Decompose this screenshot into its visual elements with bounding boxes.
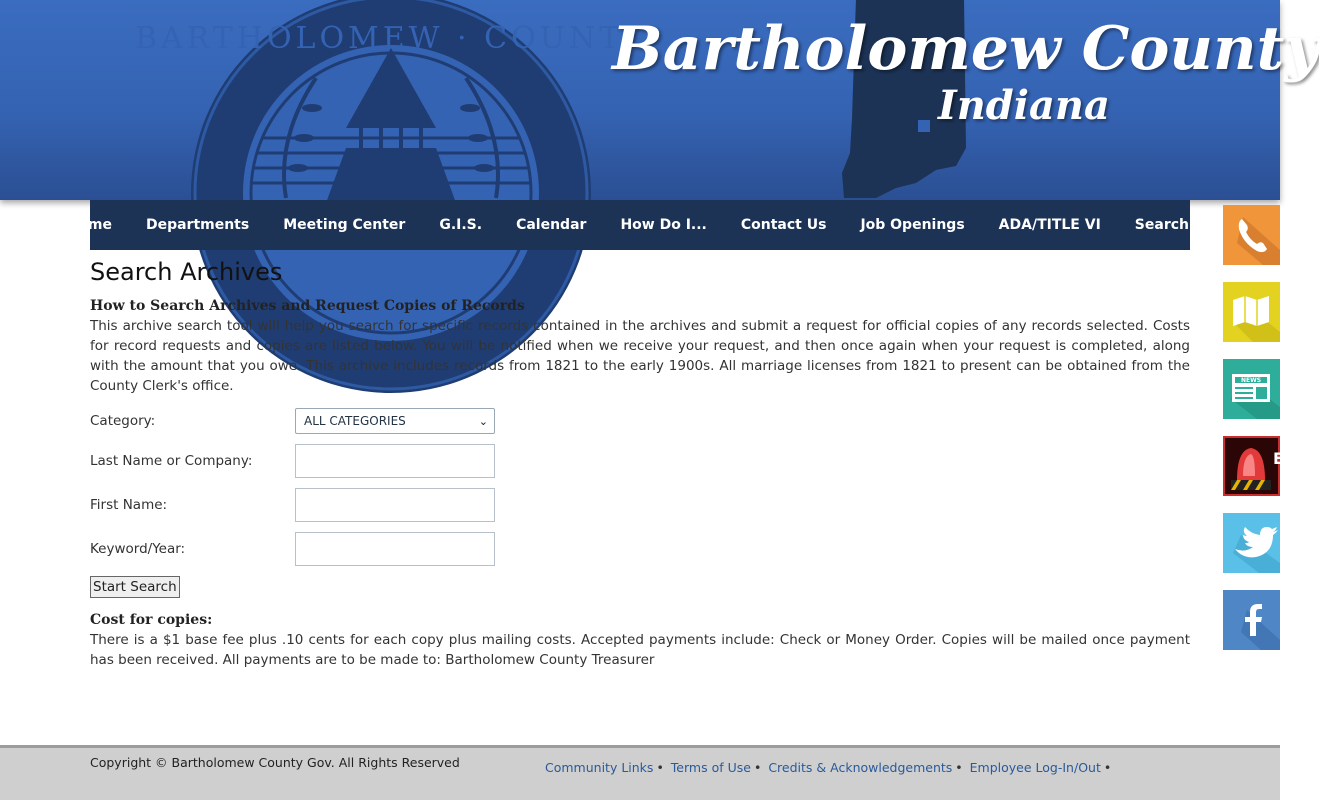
phone-icon <box>1223 205 1280 265</box>
facebook-button[interactable] <box>1223 590 1280 650</box>
footer-link-community-links[interactable]: Community Links <box>545 760 654 775</box>
nav-job-openings[interactable]: Job Openings <box>860 217 965 233</box>
nav-search[interactable]: Search <box>1134 217 1189 233</box>
last-name-input[interactable] <box>295 444 495 478</box>
category-label: Category: <box>90 413 156 429</box>
map-icon <box>1223 282 1280 342</box>
footer <box>0 745 1280 800</box>
how-to-text: This archive search tool will help you search for specific records contained in the archives and submit a request for official copies of any records selected. Costs for record requests and copies are listed below. You will be notified when we receive your request, and then once again when your request is completed, along with the amount that you owe. This archive includes records from 1821 to the early 1900s. All marriage licenses from 1821 to present can be obtained from the County Clerk's office. <box>90 318 1190 394</box>
nav-departments[interactable]: Departments <box>145 217 250 233</box>
cost-heading: Cost for copies: <box>90 612 213 628</box>
map-button[interactable] <box>1223 282 1280 342</box>
emergency-button[interactable] <box>1223 436 1284 496</box>
separator-dot: • <box>1103 760 1112 775</box>
first-name-input[interactable] <box>295 488 495 522</box>
main-content <box>90 258 1190 670</box>
site-subtitle: Indiana <box>938 82 1110 129</box>
footer-link-credits[interactable]: Credits & Acknowledgements <box>768 760 953 775</box>
header-banner <box>0 0 1319 200</box>
separator-dot: • <box>656 760 664 775</box>
keyword-label: Keyword/Year: <box>90 541 186 557</box>
copyright-text: Copyright © Bartholomew County Gov. All Rights Reserved <box>90 755 460 770</box>
search-form <box>90 408 1190 598</box>
emergency-siren-icon <box>1223 436 1284 496</box>
svg-text:E: E <box>1273 449 1284 468</box>
footer-links <box>545 760 1114 775</box>
nav-home[interactable]: Home <box>66 217 112 233</box>
twitter-button[interactable] <box>1223 513 1280 573</box>
last-name-label: Last Name or Company: <box>90 453 253 469</box>
category-row <box>90 408 1190 434</box>
news-button[interactable] <box>1223 359 1280 419</box>
keyword-input[interactable] <box>295 532 495 566</box>
how-to-heading: How to Search Archives and Request Copies of Records <box>90 298 525 314</box>
news-icon <box>1223 359 1280 419</box>
nav-meeting-center[interactable]: Meeting Center <box>283 217 406 233</box>
first-name-label: First Name: <box>90 497 168 513</box>
first-name-row <box>90 488 1190 522</box>
main-nav <box>66 200 1190 250</box>
chevron-down-icon: ⌄ <box>478 414 488 428</box>
nav-gis[interactable]: G.I.S. <box>439 217 483 233</box>
cost-text: There is a $1 base fee plus .10 cents for each copy plus mailing costs. Accepted payments include: Check or Money Order. Copies will be mailed once payment has been received. All payments are to be made to: Bartholomew County Treasurer <box>90 632 1190 668</box>
nav-how-do-i[interactable]: How Do I... <box>620 217 707 233</box>
nav-ada-title-vi[interactable]: ADA/TITLE VI <box>998 217 1101 233</box>
page-title: Search Archives <box>90 258 283 286</box>
nav-contact-us[interactable]: Contact Us <box>740 217 827 233</box>
separator-dot: • <box>955 760 963 775</box>
svg-text:NEWS: NEWS <box>1240 377 1262 384</box>
site-title: Bartholomew County <box>612 14 1319 84</box>
last-name-row <box>90 444 1190 478</box>
twitter-icon <box>1223 513 1280 573</box>
facebook-icon <box>1223 590 1280 650</box>
nav-calendar[interactable]: Calendar <box>516 217 587 233</box>
category-select[interactable] <box>295 408 495 434</box>
keyword-row <box>90 532 1190 566</box>
start-search-button[interactable]: Start Search <box>90 576 180 598</box>
footer-link-employee-login[interactable]: Employee Log-In/Out <box>969 760 1101 775</box>
category-select-value: ALL CATEGORIES <box>304 414 406 428</box>
seal-text: BARTHOLOMEW · COUNTY <box>134 21 648 56</box>
footer-link-terms-of-use[interactable]: Terms of Use <box>670 760 751 775</box>
separator-dot: • <box>753 760 762 775</box>
phone-button[interactable] <box>1223 205 1280 265</box>
